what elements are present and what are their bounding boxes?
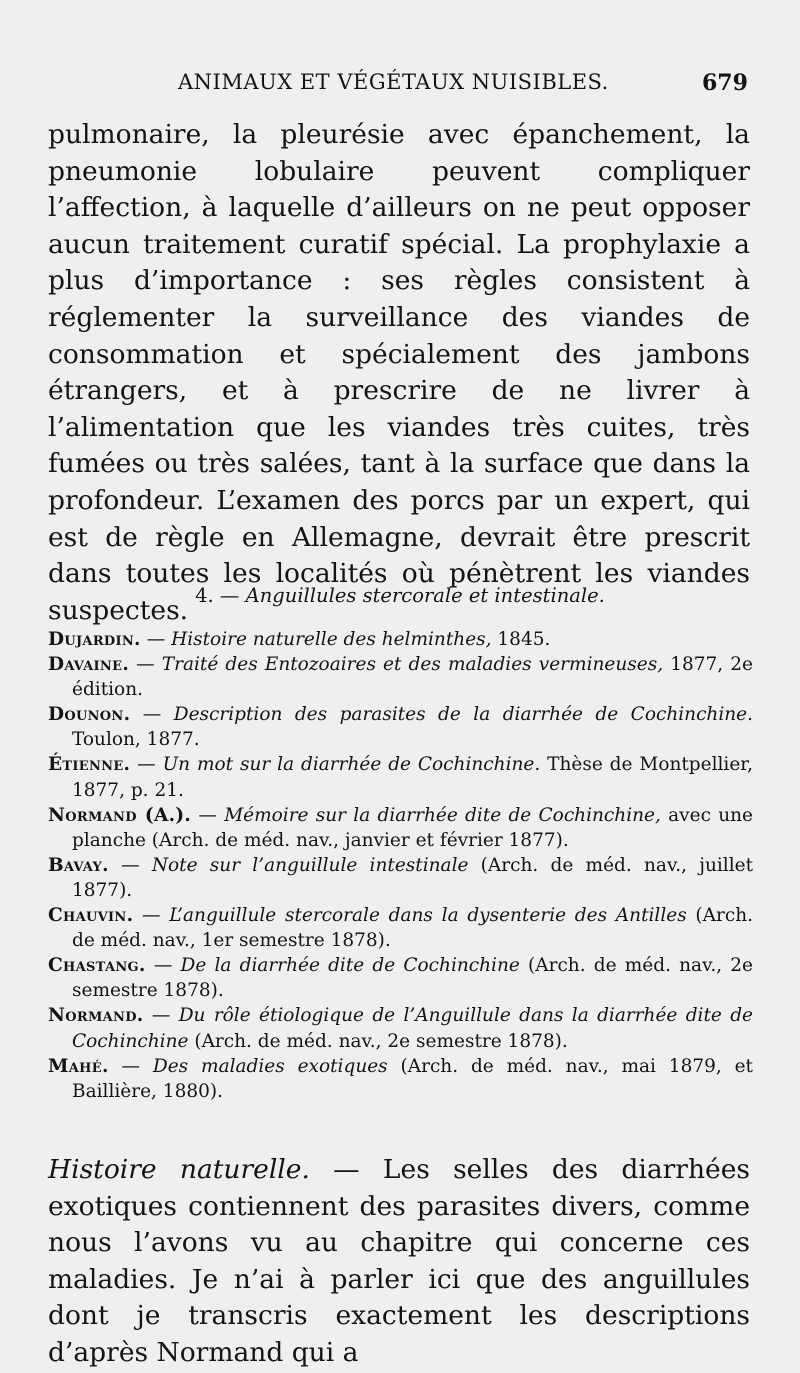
reference-author: Chauvin. (48, 905, 134, 927)
reference-details: (Arch. de méd. nav., 2e semestre 1878). (72, 955, 754, 1002)
paragraph-text (48, 1152, 750, 1372)
paragraph-body: — Les selles des diarrhées exotiques contiennent des parasites divers, comme nous l’avons vu au chapitre qui concerne ces maladies. Je n’ai à parler ici que des anguillules dont je transcris exactement les descriptions d’après Normand qui a (48, 1154, 750, 1368)
reference-separator: — (145, 955, 181, 977)
reference-details: avec une planche (Arch. de méd. nav., janvier et février 1877). (72, 804, 753, 851)
reference-entry (48, 627, 753, 652)
reference-details: Toulon, 1877. (72, 729, 200, 751)
reference-author: Normand (A.). (48, 804, 192, 826)
reference-details: (Arch. de méd. nav., juillet 1877). (72, 854, 754, 901)
reference-details: Thèse de Montpellier, 1877, p. 21. (72, 754, 753, 801)
reference-author: Dounon. (48, 704, 131, 726)
reference-details: (Arch. de méd. nav., mai 1879, et Baillière, 1880). (72, 1055, 753, 1102)
paragraph-lead: Histoire naturelle. (48, 1154, 310, 1185)
reference-separator: — (129, 654, 162, 676)
reference-author: Bavay. (48, 854, 109, 876)
paragraph-prophylaxis (48, 117, 750, 629)
reference-separator: — (108, 854, 152, 876)
reference-title: Du rôle étiologique de l’Anguillule dans la diarrhée dite de Cochinchine (72, 1005, 753, 1052)
reference-separator: — (133, 905, 170, 927)
reference-entry (48, 1003, 753, 1053)
reference-author: Chastang. (48, 955, 146, 977)
reference-entry (48, 903, 753, 953)
reference-details: (Arch. de méd. nav., 1er semestre 1878). (72, 905, 754, 952)
reference-entry (48, 1054, 753, 1104)
reference-title: Description des parasites de la diarrhée de Cochinchine. (173, 704, 753, 726)
reference-author: Mahé. (48, 1055, 109, 1077)
paragraph-text: pulmonaire, la pleurésie avec épanchement, la pneumonie lobulaire peuvent compliquer l’affection, à laquelle d’ailleurs on ne peut opposer aucun traitement curatif spécial. La prophylaxie a plus d’importance : ses règles consistent à réglementer la surveillance des viandes de consommation et spécialement des jambons étrangers, et à prescrire de ne livrer à l’alimentation que les viandes très cuites, très fumées ou très salées, tant à la surface que dans la profondeur. L’examen des porcs par un expert, qui est de règle en Allemagne, devrait être prescrit dans toutes les localités où pénètrent les viandes suspectes. (48, 119, 750, 626)
reference-author: Dujardin. (48, 629, 141, 650)
reference-title: Des maladies exotiques (152, 1055, 388, 1077)
reference-entry (48, 953, 753, 1003)
page-number: 679 (702, 70, 748, 96)
reference-separator: — (143, 1005, 179, 1027)
reference-author: Normand. (48, 1005, 144, 1027)
reference-title: L’anguillule stercorale dans la dysenterie des Antilles (169, 905, 687, 927)
reference-title: Un mot sur la diarrhée de Cochinchine. (162, 754, 541, 776)
reference-author: Étienne. (48, 754, 131, 776)
reference-details: 1877, 2e édition. (72, 654, 753, 701)
reference-entry (48, 702, 753, 752)
section-title: Anguillules stercorale et intestinale. (245, 584, 605, 607)
paragraph-natural-history (48, 1152, 750, 1372)
reference-separator: — (140, 629, 172, 650)
reference-entry (48, 803, 753, 853)
reference-title: Note sur l’anguillule intestinale (151, 854, 469, 876)
section-number: 4. — (195, 584, 240, 607)
reference-title: Histoire naturelle des helminthes, (171, 629, 492, 650)
reference-separator: — (130, 754, 163, 776)
bibliography (48, 627, 753, 1104)
reference-title: De la diarrhée dite de Cochinchine (180, 955, 520, 977)
reference-entry (48, 652, 753, 702)
reference-details: (Arch. de méd. nav., 2e semestre 1878). (188, 1030, 568, 1052)
reference-separator: — (108, 1055, 153, 1077)
reference-separator: — (130, 704, 174, 726)
reference-entry (48, 853, 753, 903)
reference-title: Traité des Entozoaires et des maladies vermineuses, (161, 654, 664, 676)
reference-author: Davaine. (48, 654, 130, 676)
running-title: ANIMAUX ET VÉGÉTAUX NUISIBLES. (178, 70, 609, 94)
section-heading (0, 584, 800, 607)
reference-entry (48, 752, 753, 802)
reference-title: Mémoire sur la diarrhée dite de Cochinchine, (224, 804, 661, 826)
page-header (0, 70, 800, 106)
reference-separator: — (191, 804, 225, 826)
reference-details: 1845. (491, 629, 551, 650)
